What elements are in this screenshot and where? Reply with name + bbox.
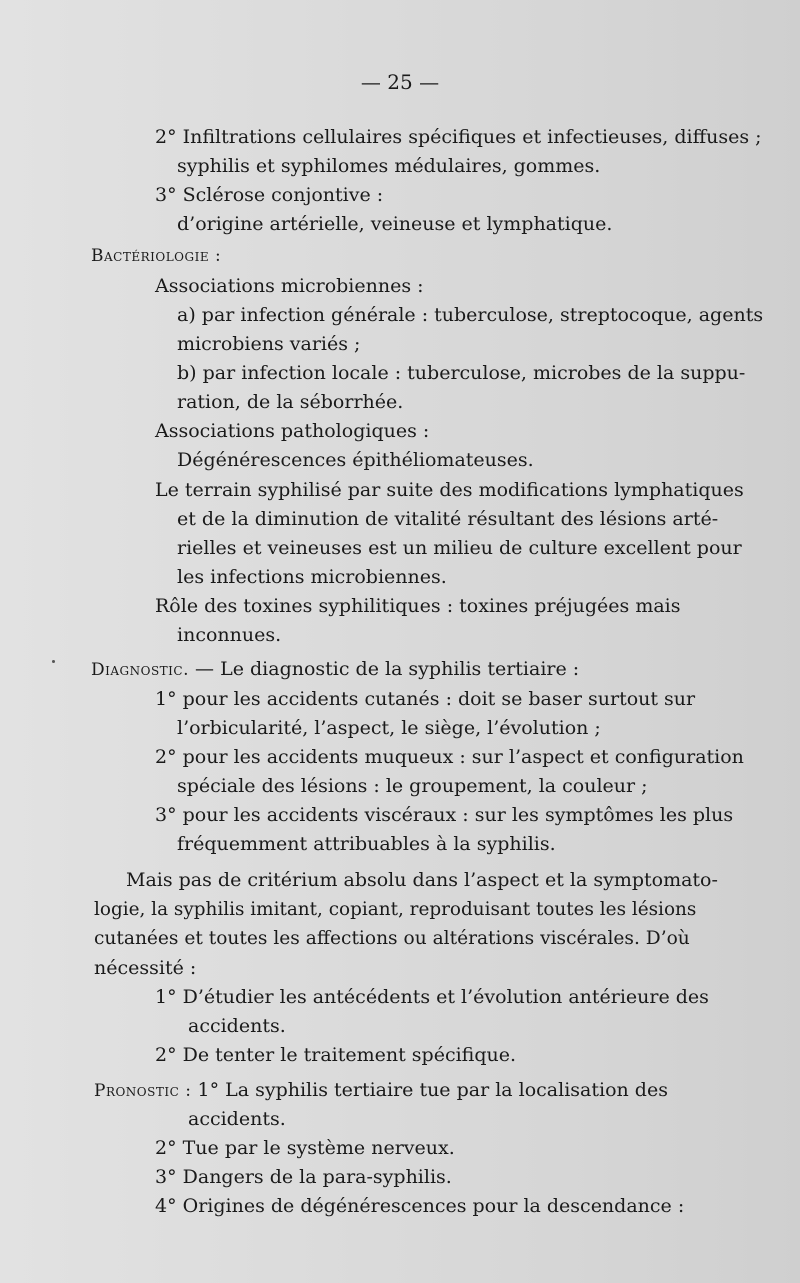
text-line: Le terrain syphilisé par suite des modifications lymphatiques <box>155 479 744 501</box>
text-line: Dégénérescences épithéliomateuses. <box>177 449 534 471</box>
text-line: 3° pour les accidents viscéraux : sur les symptômes les plus <box>155 804 734 826</box>
text-line: spéciale des lésions : le groupement, la couleur ; <box>177 775 648 797</box>
text-line: ration, de la séborrhée. <box>177 391 404 413</box>
pronostic-line <box>94 1077 668 1104</box>
text-line: inconnues. <box>177 624 282 646</box>
text-line: 1° D’étudier les antécédents et l’évolution antérieure des <box>155 986 709 1008</box>
text-line: 3° Dangers de la para-syphilis. <box>155 1166 452 1188</box>
text-line: accidents. <box>188 1015 286 1037</box>
text-line: 2° De tenter le traitement spécifique. <box>155 1044 517 1066</box>
section-heading-diagnostic: Diagnostic. <box>91 660 190 680</box>
text-line: accidents. <box>188 1108 286 1130</box>
text-line: et de la diminution de vitalité résultant des lésions arté- <box>177 508 719 530</box>
text-line: 2° Infiltrations cellulaires spécifiques et infectieuses, diffuses ; <box>155 126 762 148</box>
text-line: 1° pour les accidents cutanés : doit se baser surtout sur <box>155 688 696 710</box>
text-line: cutanées et toutes les affections ou altérations viscérales. D’où <box>94 928 690 949</box>
margin-speck <box>52 660 55 663</box>
section-heading-pronostic: Pronostic : <box>94 1081 192 1101</box>
text-line: Associations pathologiques : <box>155 420 430 442</box>
text-line: les infections microbiennes. <box>177 566 447 588</box>
diagnostic-line <box>91 656 579 683</box>
text-line: a) par infection générale : tuberculose, streptocoque, agents <box>177 304 764 326</box>
text-line: 4° Origines de dégénérescences pour la descendance : <box>155 1195 685 1217</box>
text-line: microbiens variés ; <box>177 333 361 355</box>
text-line: l’orbicularité, l’aspect, le siège, l’évolution ; <box>177 717 601 739</box>
section-heading-bacteriologie: Bactériologie : <box>91 246 222 266</box>
text-line: Mais pas de critérium absolu dans l’aspect et la symptomato- <box>126 869 718 891</box>
text-line: 2° Tue par le système nerveux. <box>155 1137 455 1159</box>
pronostic-first-point: 1° La syphilis tertiaire tue par la localisation des <box>191 1079 668 1101</box>
text-line: 2° pour les accidents muqueux : sur l’aspect et configuration <box>155 746 744 768</box>
text-line: fréquemment attribuables à la syphilis. <box>177 833 556 855</box>
text-line: Associations microbiennes : <box>155 275 424 297</box>
text-line: Rôle des toxines syphilitiques : toxines préjugées mais <box>155 595 681 617</box>
text-line: syphilis et syphilomes médulaires, gommes. <box>177 155 601 177</box>
text-line: d’origine artérielle, veineuse et lymphatique. <box>177 213 613 235</box>
diagnostic-intro: — Le diagnostic de la syphilis tertiaire : <box>189 658 580 680</box>
text-line: rielles et veineuses est un milieu de culture excellent pour <box>177 537 742 559</box>
text-line: nécessité : <box>94 957 197 979</box>
text-line: b) par infection locale : tuberculose, microbes de la suppu- <box>177 362 746 384</box>
text-line: 3° Sclérose conjontive : <box>155 184 384 206</box>
text-line: logie, la syphilis imitant, copiant, reproduisant toutes les lésions <box>94 899 697 920</box>
page-number: — 25 — <box>360 70 440 94</box>
